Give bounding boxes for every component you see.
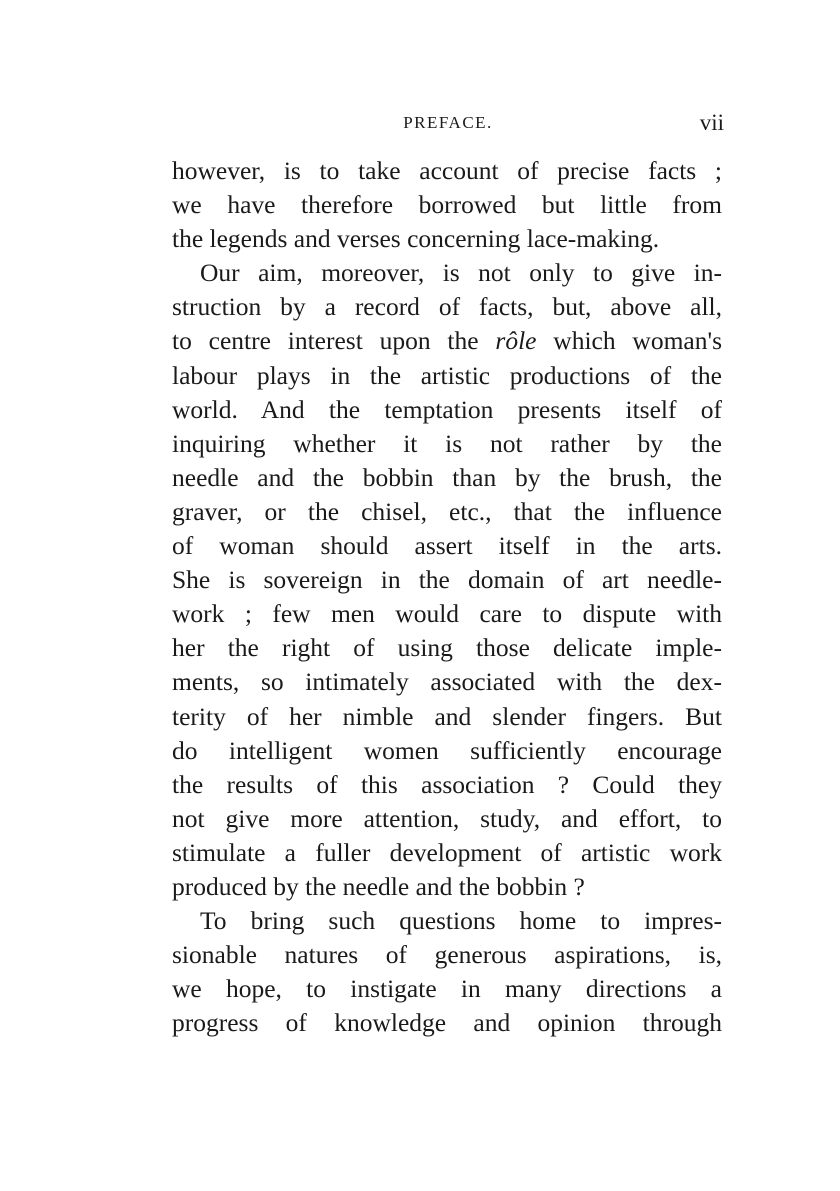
text-line: however, is to take account of precise facts ; — [172, 156, 722, 185]
text-line: struction by a record of facts, but, above all, — [172, 292, 722, 322]
text-line: graver, or the chisel, etc., that the influence — [172, 496, 722, 526]
text-line: we hope, to instigate in many directions a — [172, 974, 722, 1004]
text-line: progress of knowledge and opinion through — [172, 1008, 722, 1038]
text-line: inquiring whether it is not rather by the — [172, 428, 722, 458]
text-line: not give more attention, study, and effort, to — [172, 803, 722, 833]
text-line: terity of her nimble and slender fingers. But — [172, 701, 722, 731]
text-line: work ; few men would care to dispute with — [172, 599, 722, 629]
text-line: her the right of using those delicate imple- — [172, 633, 722, 663]
text-line: the results of this association ? Could they — [172, 769, 722, 799]
text-line: To bring such questions home to impres- — [200, 906, 722, 936]
text-line: ments, so intimately associated with the dex- — [172, 667, 722, 697]
text-line: labour plays in the artistic productions of the — [172, 360, 722, 390]
text-line: sionable natures of generous aspirations, is, — [172, 940, 722, 970]
running-head-title: PREFACE. — [403, 113, 493, 132]
text-line: produced by the needle and the bobbin ? — [172, 871, 585, 901]
body-text — [172, 154, 722, 1040]
text-line: She is sovereign in the domain of art needle- — [172, 565, 722, 595]
running-head — [172, 108, 724, 138]
text-line: world. And the temptation presents itself of — [172, 394, 722, 424]
text-line: Our aim, moreover, is not only to give in- — [200, 258, 722, 288]
page-number: vii — [699, 110, 724, 135]
text-line: needle and the bobbin than by the brush, the — [172, 462, 722, 492]
text-line: of woman should assert itself in the arts. — [172, 531, 722, 561]
text-line: stimulate a fuller development of artistic work — [172, 837, 722, 867]
italic-word: rôle — [495, 326, 537, 356]
text-line: we have therefore borrowed but little from — [172, 190, 722, 220]
text-line: do intelligent women sufficiently encourage — [172, 735, 722, 765]
text-line: to centre interest upon the rôle which woman's — [172, 326, 722, 356]
text-line: the legends and verses concerning lace-making. — [172, 224, 660, 254]
